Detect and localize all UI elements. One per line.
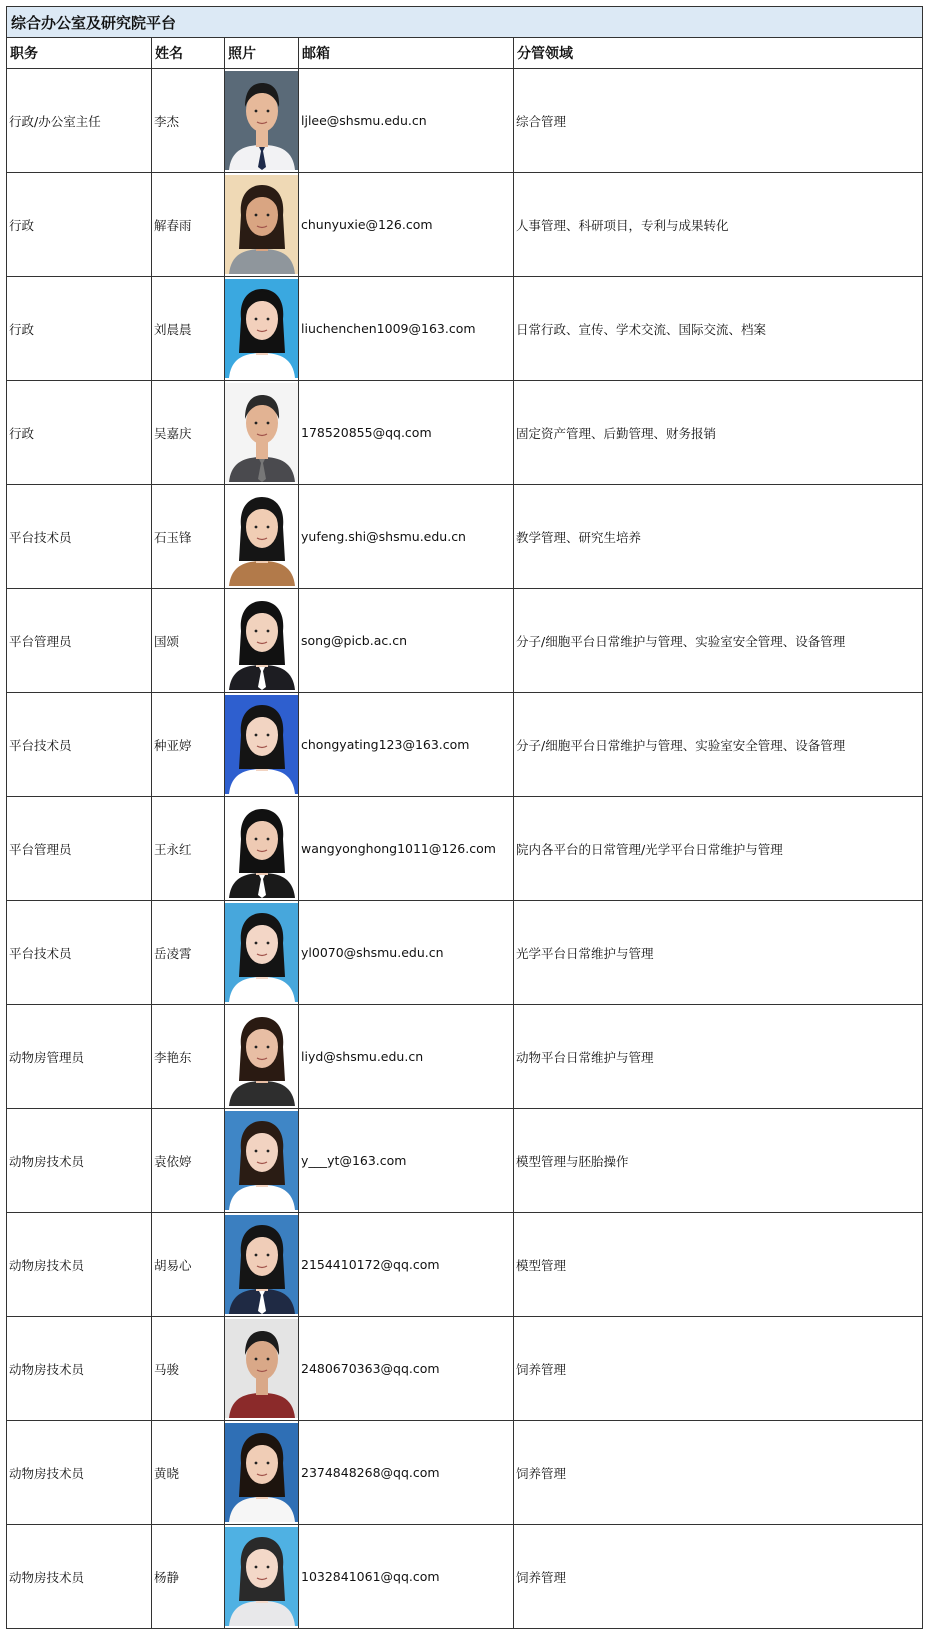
portrait-photo [225,487,299,586]
name-cell: 黄晓 [152,1421,225,1525]
portrait-photo [225,383,299,482]
name-cell: 杨静 [152,1525,225,1629]
name-cell: 李杰 [152,69,225,173]
name-cell: 胡易心 [152,1213,225,1317]
table-row [7,381,923,485]
photo-cell [225,173,299,277]
area-cell: 分子/细胞平台日常维护与管理、实验室安全管理、设备管理 [514,693,923,797]
email-cell: chunyuxie@126.com [299,173,514,277]
email-cell: wangyonghong1011@126.com [299,797,514,901]
position-cell: 动物房技术员 [7,1317,152,1421]
title-row [7,7,923,38]
header-position: 职务 [7,38,152,69]
header-row [7,38,923,69]
position-cell: 动物房技术员 [7,1109,152,1213]
position-cell: 行政 [7,277,152,381]
table-row [7,1317,923,1421]
table-row [7,1213,923,1317]
email-cell: yufeng.shi@shsmu.edu.cn [299,485,514,589]
position-cell: 平台技术员 [7,901,152,1005]
photo-cell [225,1421,299,1525]
area-cell: 综合管理 [514,69,923,173]
email-cell: yl0070@shsmu.edu.cn [299,901,514,1005]
name-cell: 岳凌霄 [152,901,225,1005]
position-cell: 动物房管理员 [7,1005,152,1109]
header-photo: 照片 [225,38,299,69]
email-cell: 2480670363@qq.com [299,1317,514,1421]
name-cell: 解春雨 [152,173,225,277]
staff-table [6,6,923,1629]
photo-cell [225,1005,299,1109]
portrait-photo [225,799,299,898]
table-row [7,173,923,277]
position-cell: 平台技术员 [7,693,152,797]
portrait-photo [225,1319,299,1418]
photo-cell [225,901,299,1005]
email-cell: 178520855@qq.com [299,381,514,485]
area-cell: 饲养管理 [514,1317,923,1421]
table-row [7,1421,923,1525]
portrait-photo [225,695,299,794]
area-cell: 人事管理、科研项目，专利与成果转化 [514,173,923,277]
table-row [7,1005,923,1109]
table-row [7,693,923,797]
photo-cell [225,1109,299,1213]
position-cell: 动物房技术员 [7,1421,152,1525]
name-cell: 马骏 [152,1317,225,1421]
photo-cell [225,1525,299,1629]
portrait-photo [225,279,299,378]
name-cell: 王永红 [152,797,225,901]
position-cell: 动物房技术员 [7,1213,152,1317]
area-cell: 教学管理、研究生培养 [514,485,923,589]
photo-cell [225,381,299,485]
position-cell: 行政/办公室主任 [7,69,152,173]
name-cell: 袁依婷 [152,1109,225,1213]
email-cell: y___yt@163.com [299,1109,514,1213]
photo-cell [225,69,299,173]
portrait-photo [225,903,299,1002]
photo-cell [225,277,299,381]
portrait-photo [225,591,299,690]
name-cell: 吴嘉庆 [152,381,225,485]
photo-cell [225,1317,299,1421]
table-row [7,69,923,173]
area-cell: 固定资产管理、后勤管理、财务报销 [514,381,923,485]
portrait-photo [225,1527,299,1626]
header-area: 分管领域 [514,38,923,69]
table-row [7,901,923,1005]
name-cell: 李艳东 [152,1005,225,1109]
area-cell: 院内各平台的日常管理/光学平台日常维护与管理 [514,797,923,901]
table-row [7,1109,923,1213]
photo-cell [225,797,299,901]
email-cell: liuchenchen1009@163.com [299,277,514,381]
area-cell: 光学平台日常维护与管理 [514,901,923,1005]
table-row [7,277,923,381]
photo-cell [225,589,299,693]
sheet-title: 综合办公室及研究院平台 [7,7,923,38]
email-cell: 1032841061@qq.com [299,1525,514,1629]
email-cell: 2154410172@qq.com [299,1213,514,1317]
position-cell: 平台管理员 [7,797,152,901]
email-cell: song@picb.ac.cn [299,589,514,693]
email-cell: liyd@shsmu.edu.cn [299,1005,514,1109]
area-cell: 分子/细胞平台日常维护与管理、实验室安全管理、设备管理 [514,589,923,693]
header-email: 邮箱 [299,38,514,69]
name-cell: 国颂 [152,589,225,693]
table-row [7,485,923,589]
email-cell: ljlee@shsmu.edu.cn [299,69,514,173]
area-cell: 饲养管理 [514,1421,923,1525]
table-row [7,589,923,693]
portrait-photo [225,175,299,274]
photo-cell [225,693,299,797]
portrait-photo [225,71,299,170]
position-cell: 行政 [7,173,152,277]
position-cell: 平台管理员 [7,589,152,693]
portrait-photo [225,1215,299,1314]
position-cell: 动物房技术员 [7,1525,152,1629]
area-cell: 饲养管理 [514,1525,923,1629]
email-cell: chongyating123@163.com [299,693,514,797]
name-cell: 刘晨晨 [152,277,225,381]
header-name: 姓名 [152,38,225,69]
table-row [7,1525,923,1629]
area-cell: 模型管理与胚胎操作 [514,1109,923,1213]
area-cell: 模型管理 [514,1213,923,1317]
name-cell: 种亚婷 [152,693,225,797]
name-cell: 石玉锋 [152,485,225,589]
portrait-photo [225,1423,299,1522]
position-cell: 平台技术员 [7,485,152,589]
staff-sheet [6,6,922,1629]
position-cell: 行政 [7,381,152,485]
photo-cell [225,1213,299,1317]
area-cell: 动物平台日常维护与管理 [514,1005,923,1109]
portrait-photo [225,1111,299,1210]
area-cell: 日常行政、宣传、学术交流、国际交流、档案 [514,277,923,381]
email-cell: 2374848268@qq.com [299,1421,514,1525]
portrait-photo [225,1007,299,1106]
table-row [7,797,923,901]
photo-cell [225,485,299,589]
